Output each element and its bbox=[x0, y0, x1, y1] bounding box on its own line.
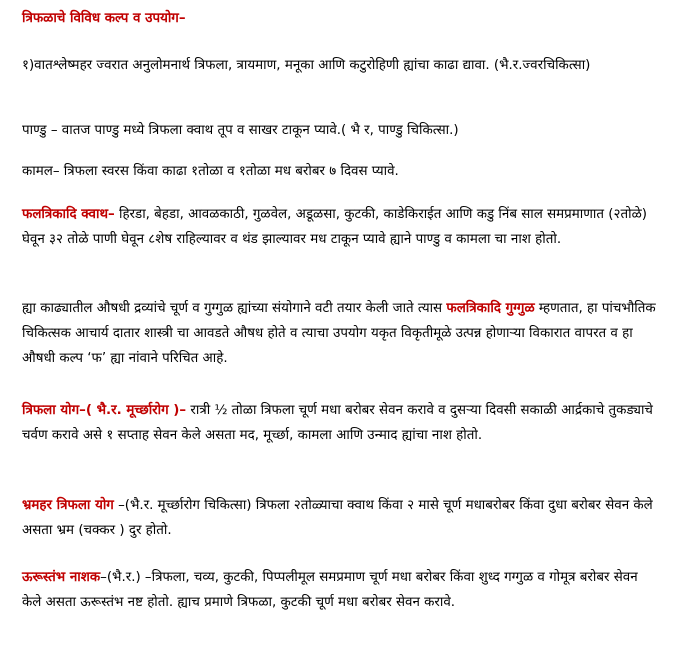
paragraph-title: भ्रमहर त्रिफला योग bbox=[22, 498, 114, 513]
paragraph-kamal bbox=[22, 159, 658, 184]
paragraph-title: फलत्रिकादि गुग्गुळ bbox=[446, 301, 535, 316]
paragraph-title: फलत्रिकादि क्वाथ– bbox=[22, 207, 115, 222]
paragraph-text: रात्री ½ तोळा त्रिफला चूर्ण मधा बरोबर सेवन करावे व दुसऱ्या दिवसी सकाळी आर्द्रकाचे तुकड्याचे चर्वण करावे असे १ सप्ताह सेवन केले असता मद, मूर्च्छा, कामला आणि उन्माद ह्यांचा नाश होतो. bbox=[22, 403, 653, 443]
paragraph-text: –(भै.र. मूर्च्छारोग चिकित्सा) त्रिफला २तोळ्याचा क्वाथ किंवा २ मासे चूर्ण मधाबरोबर किंवा दुधा बरोबर सेवन केले असता भ्रम (चक्कर ) दुर होतो. bbox=[22, 498, 653, 538]
paragraph-phalatrikadi-guggul bbox=[22, 296, 658, 371]
paragraph-pandu bbox=[22, 118, 658, 143]
paragraph-text: –(भै.र.) –त्रिफला, चव्य, कुटकी, पिप्पलीमूल समप्रमाण चूर्ण मधा बरोबर किंवा शुध्द गग्गुळ व गोमूत्र बरोबर सेवन केले असता ऊरूस्तंभ नष्ट होतो. ह्याच प्रमाणे त्रिफळा, कुटकी चूर्ण मधा बरोबर सेवन करावे. bbox=[22, 570, 638, 610]
paragraph-text: पाण्डु – वातज पाण्डु मध्ये त्रिफला क्वाथ तूप व साखर टाकून प्यावे.( भै र, पाण्डु चिकित्सा.) bbox=[22, 123, 459, 138]
paragraph-phalatrikadi-kwath bbox=[22, 202, 658, 252]
paragraph-text: १)वातश्लेष्महर ज्वरात अनुलोमनार्थ त्रिफला, त्रायमाण, मनूका आणि कटुरोहिणी ह्यांचा काढा द्यावा. (भै.र.ज्वरचिकित्सा) bbox=[22, 58, 591, 73]
paragraph-text: हिरडा, बेहडा, आवळकाठी, गुळवेल, अडूळसा, कुटकी, काडेकिराईत आणि कडु निंब साल समप्रमाणात (२तोळे) घेवून ३२ तोळे पाणी घेवून ८शेष राहिल्यावर व थंड झाल्यावर मध टाकून प्यावे ह्याने पाण्डु व कामला चा नाश होतो. bbox=[22, 207, 647, 247]
paragraph-vatashleshmahar bbox=[22, 53, 658, 78]
paragraph-urustambh bbox=[22, 565, 658, 615]
paragraph-title: ऊरूस्तंभ नाशक bbox=[22, 570, 101, 585]
paragraph-bhramahar bbox=[22, 493, 658, 543]
paragraph-text-pre: ह्या काढ्यातील औषधी द्रव्यांचे चूर्ण व गुग्गुळ ह्यांच्या संयोगाने वटी तयार केली जाते त्यास bbox=[22, 301, 447, 316]
document-heading: त्रिफळाचे विविध कल्प व उपयोग– bbox=[22, 11, 186, 26]
paragraph-text: म्हणतात, हा पांचभौतिक चिकित्सक आचार्य दातार शास्त्री चा आवडते औषध होते व त्याचा उपयोग यकृत विकृतीमूळे उत्पन्न होणाऱ्या विकारात वापरत व हा औषधी कल्प ‘फ’ ह्या नांवाने परिचित आहे. bbox=[22, 301, 656, 366]
paragraph-text: कामल– त्रिफला स्वरस किंवा काढा १तोळा व १तोळा मध बरोबर ७ दिवस प्यावे. bbox=[22, 164, 399, 179]
paragraph-title: त्रिफला योग–( भै.र. मूर्च्छारोग )– bbox=[22, 403, 187, 418]
paragraph-triphala-yog bbox=[22, 398, 658, 448]
